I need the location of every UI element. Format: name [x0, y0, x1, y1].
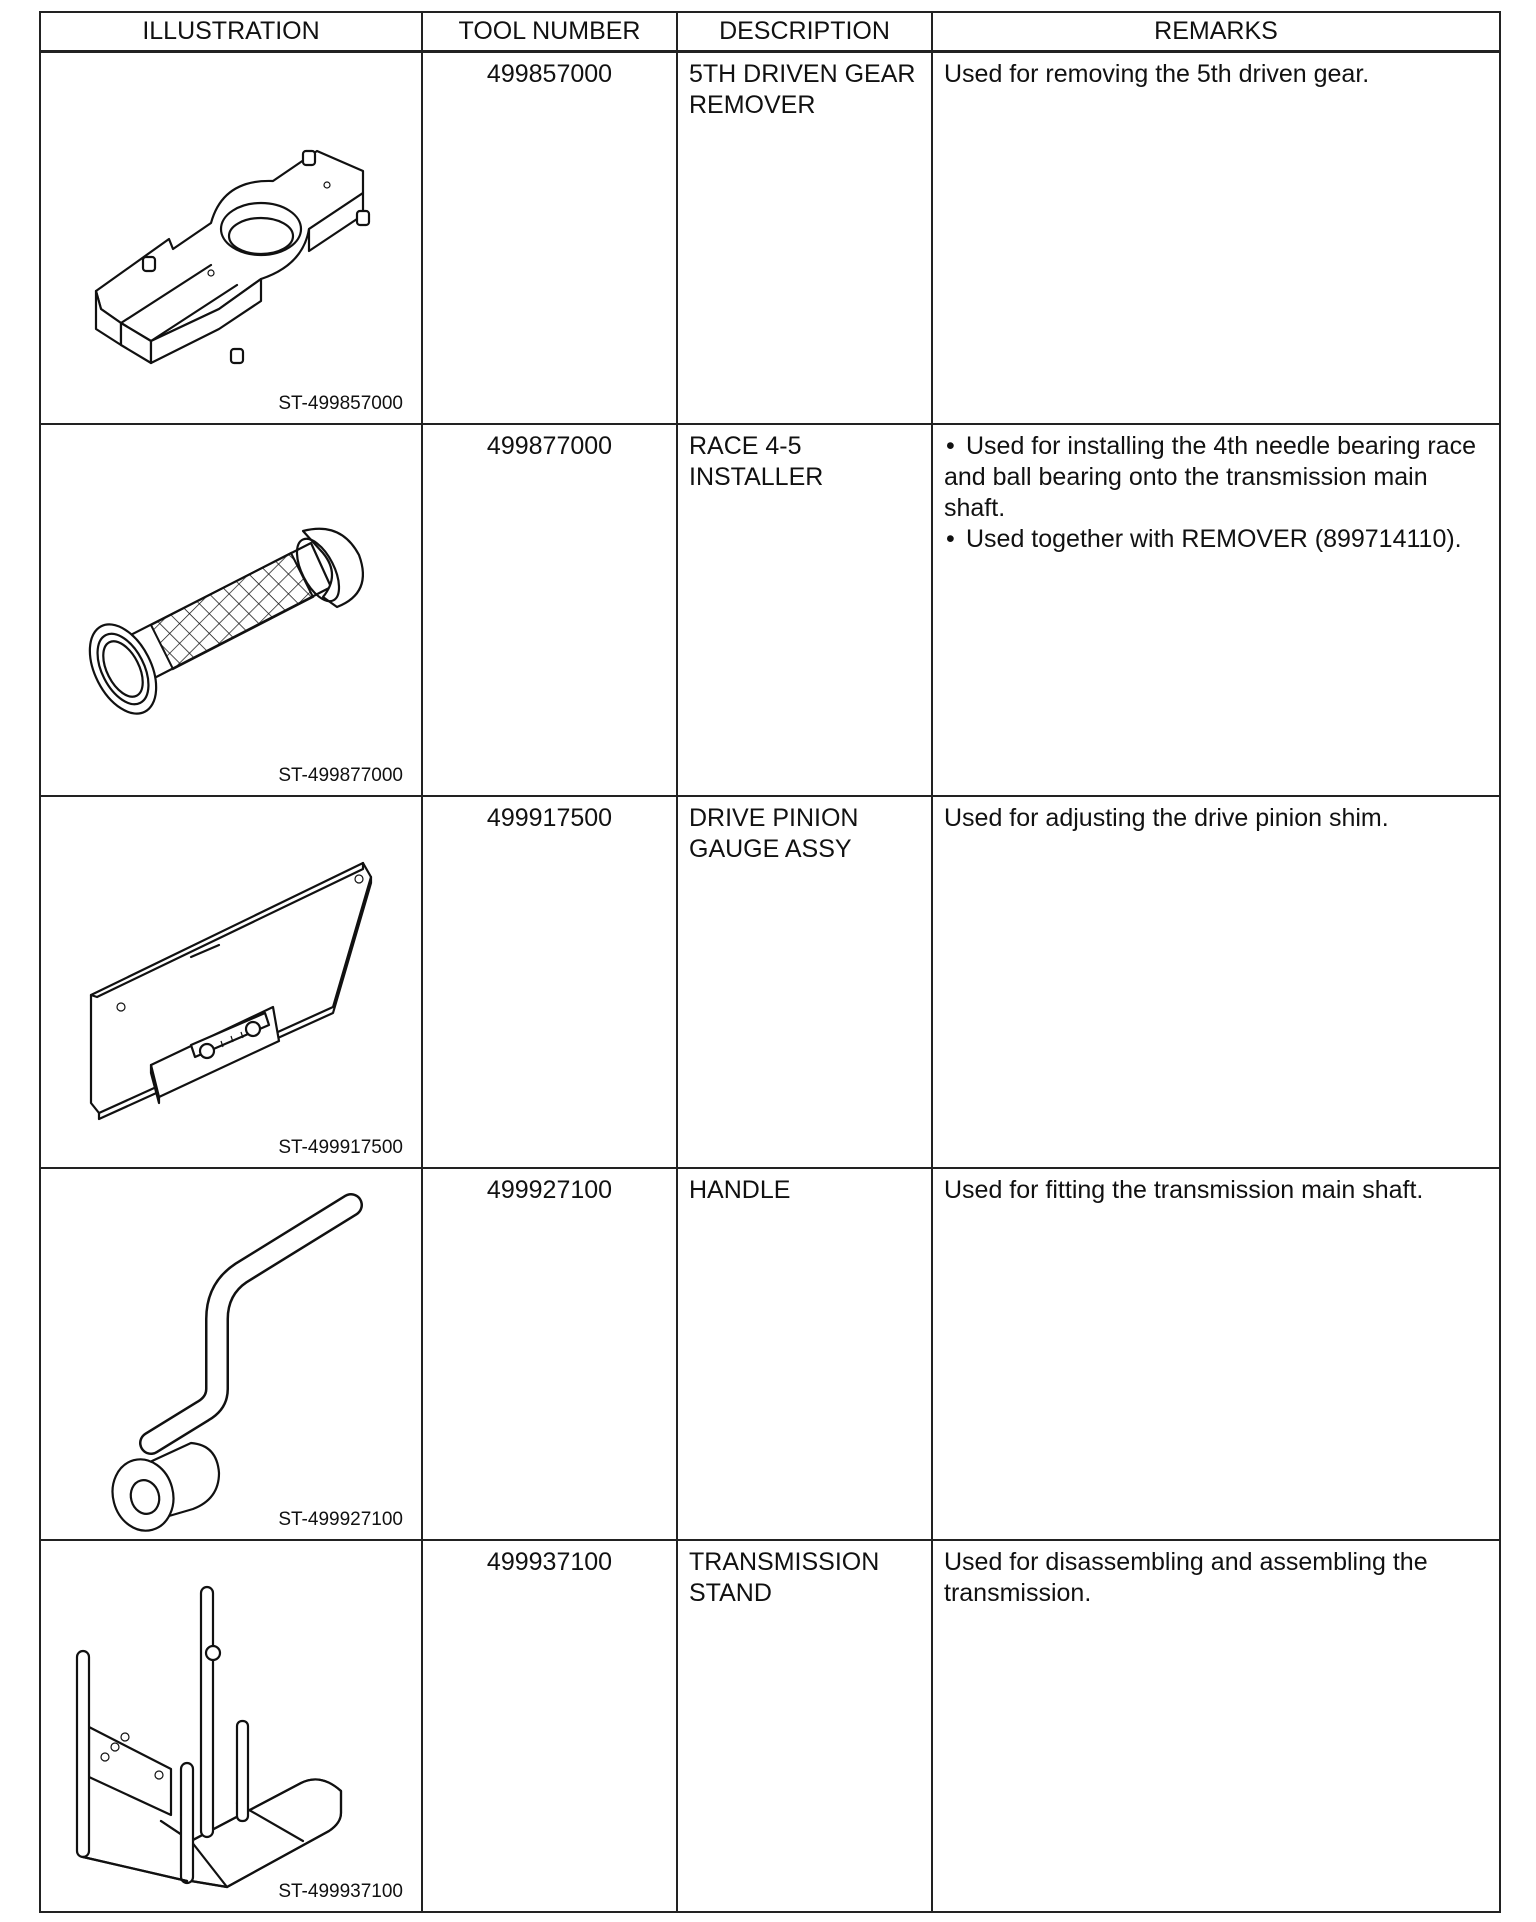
- illustration-cell: [40, 1168, 422, 1540]
- header-remarks: REMARKS: [932, 12, 1500, 52]
- header-illustration: ILLUSTRATION: [40, 12, 422, 52]
- table-row: [40, 1540, 1500, 1912]
- description-cell: [677, 52, 932, 425]
- remarks-cell: [932, 424, 1500, 796]
- tool-number: 499857000: [486, 60, 613, 88]
- remarks-cell: [932, 1540, 1500, 1912]
- remark-text: Used for adjusting the drive pinion shim.: [944, 804, 1389, 832]
- remarks-cell: [932, 796, 1500, 1168]
- description-line: INSTALLER: [689, 463, 824, 491]
- remark-bullet: • Used together with REMOVER (899714110).: [944, 524, 1491, 555]
- remarks-cell: [932, 52, 1500, 425]
- illustration-cell: [40, 52, 422, 425]
- remark-text: Used for removing the 5th driven gear.: [944, 60, 1370, 88]
- remark-bullets: [944, 431, 1491, 555]
- remark-bullet-continuation: and ball bearing onto the transmission main: [944, 463, 1428, 491]
- description-line: RACE 4-5: [689, 432, 802, 460]
- remark-text: Used for fitting the transmission main shaft.: [944, 1176, 1424, 1204]
- illustration-cell: [40, 796, 422, 1168]
- table-row: [40, 1168, 1500, 1540]
- header-tool-number: TOOL NUMBER: [422, 12, 677, 52]
- illustration-code: ST-499857000: [278, 393, 403, 414]
- remark-bullet-continuation: shaft.: [944, 494, 1006, 522]
- remark-text: Used for disassembling and assembling the: [944, 1548, 1428, 1576]
- description-cell: [677, 1540, 932, 1912]
- remark-bullet: • Used for installing the 4th needle bearing race: [944, 431, 1491, 462]
- header-row: [40, 12, 1500, 52]
- illustration-code: ST-499937100: [278, 1881, 403, 1902]
- special-tools-table: [39, 11, 1501, 1913]
- tool-number: 499877000: [486, 432, 613, 460]
- tool-number-cell: [422, 1540, 677, 1912]
- remark-text: transmission.: [944, 1579, 1092, 1607]
- description-line: 5TH DRIVEN GEAR: [689, 60, 916, 88]
- tool-number: 499917500: [486, 804, 613, 832]
- table-row: [40, 52, 1500, 425]
- description-line: DRIVE PINION: [689, 804, 859, 832]
- illustration-code: ST-499877000: [278, 765, 403, 786]
- description-line: REMOVER: [689, 91, 816, 119]
- description-cell: [677, 1168, 932, 1540]
- illustration-code: ST-499917500: [278, 1137, 403, 1158]
- tool-number-cell: [422, 1168, 677, 1540]
- gear-remover-icon: [41, 53, 423, 423]
- tool-number: 499927100: [486, 1176, 613, 1204]
- remarks-cell: [932, 1168, 1500, 1540]
- illustration-cell: [40, 1540, 422, 1912]
- handle-icon: [41, 1169, 423, 1539]
- tool-number: 499937100: [486, 1548, 613, 1576]
- race-installer-icon: [41, 425, 423, 795]
- table-row: [40, 796, 1500, 1168]
- description-line: STAND: [689, 1579, 772, 1607]
- description-cell: [677, 796, 932, 1168]
- tool-number-cell: [422, 52, 677, 425]
- header-description: DESCRIPTION: [677, 12, 932, 52]
- table-row: [40, 424, 1500, 796]
- illustration-code: ST-499927100: [278, 1509, 403, 1530]
- illustration-cell: [40, 424, 422, 796]
- tool-number-cell: [422, 424, 677, 796]
- description-line: TRANSMISSION: [689, 1548, 880, 1576]
- description-cell: [677, 424, 932, 796]
- description-line: HANDLE: [689, 1176, 791, 1204]
- description-line: GAUGE ASSY: [689, 835, 852, 863]
- pinion-gauge-icon: [41, 797, 423, 1167]
- transmission-stand-icon: [41, 1541, 423, 1911]
- tool-number-cell: [422, 796, 677, 1168]
